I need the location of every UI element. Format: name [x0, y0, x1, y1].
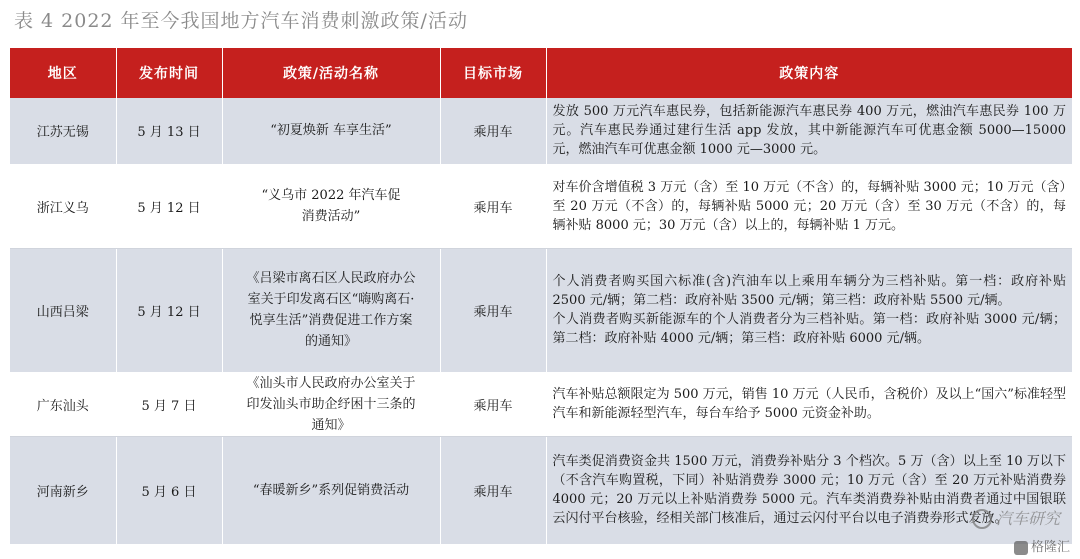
cell-date: 5 月 12 日 — [116, 164, 222, 248]
table-header-row — [10, 48, 1072, 98]
header-policy-name: 政策/活动名称 — [222, 48, 440, 98]
table-row — [10, 436, 1072, 544]
cell-region: 浙江义乌 — [10, 164, 116, 248]
table-caption: 表 4 2022 年至今我国地方汽车消费刺激政策/活动 — [14, 10, 468, 32]
watermark-secondary-text: 格隆汇 — [1030, 540, 1070, 555]
cell-date: 5 月 12 日 — [116, 248, 222, 372]
watermark-secondary — [1014, 536, 1070, 555]
cell-content: 发放 500 万元汽车惠民券，包括新能源汽车惠民券 400 万元，燃油汽车惠民券 100 万元。汽车惠民券通过建行生活 app 发放，其中新能源汽车可优惠金额 5000—15000 元，燃油汽车可优惠金额 1000 元—3000 元。 — [546, 98, 1072, 164]
header-content: 政策内容 — [546, 48, 1072, 98]
table-row — [10, 164, 1072, 248]
logo-icon — [1014, 541, 1028, 555]
watermark-primary-text: 汽车研究 — [995, 508, 1060, 528]
cell-policy-name: “春暖新乡”系列促销费活动 — [222, 436, 440, 544]
cell-content: 汽车类促消费资金共 1500 万元，消费券补贴分 3 个档次。5 万（含）以上至 10 万以下（不含汽车购置税，下同）补贴消费券 3000 元；10 万元（含）至 20 万元补贴消费券 4000 元；20 万元以上补贴消费券 5000 元。汽车类消费券补贴由消费者通过中国银联云闪付平台核验，经相关部门核准后，通过云闪付平台以电子消费券形式发放。 — [546, 436, 1072, 544]
cell-market: 乘用车 — [440, 248, 546, 372]
cell-policy-name: 《吕梁市离石区人民政府办公室关于印发离石区“嗨购离石·悦享生活”消费促进工作方案的通知》 — [222, 248, 440, 372]
watermark-primary — [972, 506, 1060, 530]
content-paragraph: 个人消费者购买国六标准(含)汽油车以上乘用车辆分为三档补贴。第一档：政府补贴 2500 元/辆；第二档：政府补贴 3500 元/辆；第三档：政府补贴 5500 元/辆。 — [552, 274, 1066, 308]
cell-date: 5 月 7 日 — [116, 372, 222, 436]
table-row — [10, 372, 1072, 436]
cell-policy-name: 《汕头市人民政府办公室关于印发汕头市助企纾困十三条的通知》 — [222, 372, 440, 436]
cell-market: 乘用车 — [440, 372, 546, 436]
cell-date: 5 月 13 日 — [116, 98, 222, 164]
cell-market: 乘用车 — [440, 98, 546, 164]
header-region: 地区 — [10, 48, 116, 98]
cell-policy-name: “义乌市 2022 年汽车促消费活动” — [222, 164, 440, 248]
cell-region: 江苏无锡 — [10, 98, 116, 164]
cell-region: 河南新乡 — [10, 436, 116, 544]
table-row — [10, 98, 1072, 164]
cell-region: 广东汕头 — [10, 372, 116, 436]
cell-content: 对车价含增值税 3 万元（含）至 10 万元（不含）的，每辆补贴 3000 元；10 万元（含）至 20 万元（不含）的，每辆补贴 5000 元；20 万元（含）至 30 万元（不含）的，每辆补贴 8000 元；30 万元（含）以上的，每辆补贴 1 万元。 — [546, 164, 1072, 248]
policy-table — [10, 48, 1072, 545]
cell-market: 乘用车 — [440, 164, 546, 248]
cell-date: 5 月 6 日 — [116, 436, 222, 544]
cell-policy-name: “初夏焕新 车享生活” — [222, 98, 440, 164]
cell-content: 汽车补贴总额限定为 500 万元，销售 10 万元（人民币，含税价）及以上“国六”标准轻型汽车和新能源轻型汽车，每台车给予 5000 元资金补助。 — [546, 372, 1072, 436]
header-market: 目标市场 — [440, 48, 546, 98]
header-date: 发布时间 — [116, 48, 222, 98]
cell-region: 山西吕梁 — [10, 248, 116, 372]
cell-market: 乘用车 — [440, 436, 546, 544]
table-row — [10, 248, 1072, 372]
wechat-icon — [972, 509, 992, 529]
content-paragraph: 个人消费者购买新能源车的个人消费者分为三档补贴。第一档：政府补贴 3000 元/辆；第二档：政府补贴 4000 元/辆；第三档：政府补贴 6000 元/辆。 — [552, 312, 1066, 346]
cell-content — [546, 248, 1072, 372]
